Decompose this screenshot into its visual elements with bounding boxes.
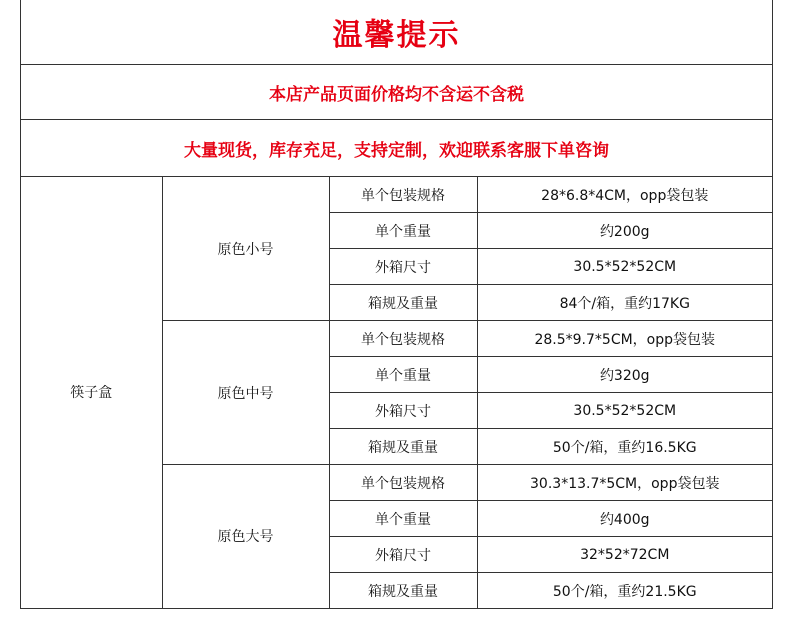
stock-note: 大量现货，库存充足，支持定制，欢迎联系客服下单咨询 <box>21 120 772 177</box>
spec-label: 单个包装规格 <box>329 321 477 357</box>
spec-value: 84个/箱，重约17KG <box>477 285 772 321</box>
spec-value: 约320g <box>477 357 772 393</box>
spec-value: 30.5*52*52CM <box>477 393 772 429</box>
spec-label: 单个包装规格 <box>329 465 477 501</box>
spec-value: 28.5*9.7*5CM，opp袋包装 <box>477 321 772 357</box>
variant-name: 原色大号 <box>162 465 329 609</box>
spec-label: 外箱尺寸 <box>329 393 477 429</box>
spec-value: 50个/箱，重约16.5KG <box>477 429 772 465</box>
spec-table <box>21 177 772 609</box>
variant-name: 原色中号 <box>162 321 329 465</box>
spec-value: 约400g <box>477 501 772 537</box>
spec-label: 单个重量 <box>329 213 477 249</box>
variant-name: 原色小号 <box>162 177 329 321</box>
spec-label: 箱规及重量 <box>329 429 477 465</box>
spec-label: 箱规及重量 <box>329 573 477 609</box>
product-name: 筷子盒 <box>21 177 162 608</box>
spec-label: 单个重量 <box>329 501 477 537</box>
spec-value: 30.5*52*52CM <box>477 249 772 285</box>
product-spec-sheet <box>20 0 773 609</box>
spec-label: 外箱尺寸 <box>329 249 477 285</box>
spec-value: 28*6.8*4CM，opp袋包装 <box>477 177 772 213</box>
spec-label: 外箱尺寸 <box>329 537 477 573</box>
table-row <box>21 177 772 213</box>
price-note: 本店产品页面价格均不含运不含税 <box>21 65 772 120</box>
spec-label: 单个重量 <box>329 357 477 393</box>
spec-value: 30.3*13.7*5CM，opp袋包装 <box>477 465 772 501</box>
spec-label: 箱规及重量 <box>329 285 477 321</box>
spec-value: 32*52*72CM <box>477 537 772 573</box>
spec-value: 50个/箱，重约21.5KG <box>477 573 772 609</box>
spec-value: 约200g <box>477 213 772 249</box>
spec-label: 单个包装规格 <box>329 177 477 213</box>
notice-title: 温馨提示 <box>21 0 772 65</box>
